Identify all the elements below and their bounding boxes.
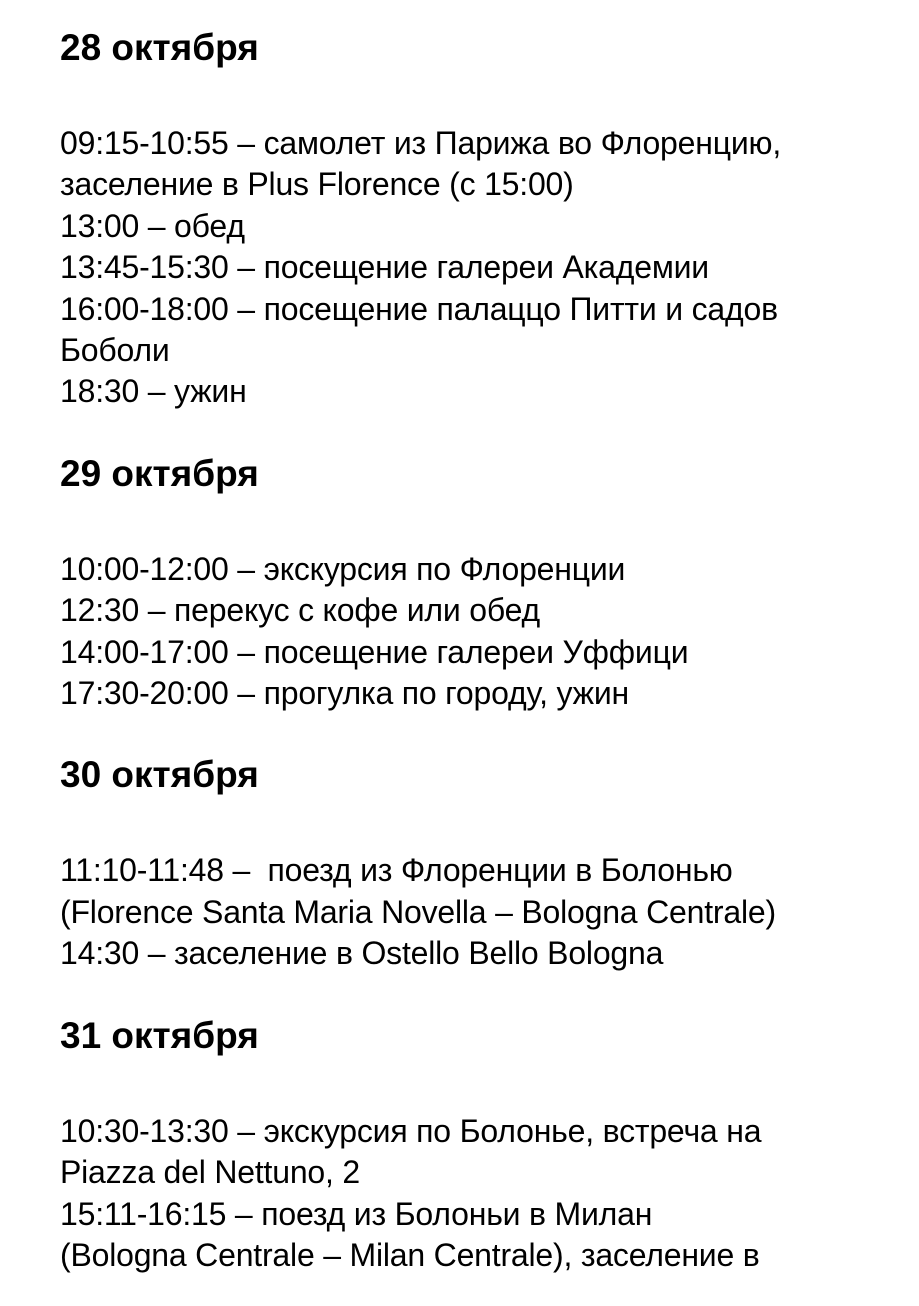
schedule-line: 10:30-13:30 – экскурсия по Болонье, встреча на <box>60 1112 762 1149</box>
day-schedule <box>60 123 869 413</box>
day-section-30-october <box>60 753 869 974</box>
schedule-line: 14:30 – заселение в Ostello Bello Bologna <box>60 935 664 972</box>
schedule-line: 15:11-16:15 – поезд из Болоньи в Милан <box>60 1195 653 1232</box>
day-heading: 29 октября <box>60 452 259 494</box>
schedule-line: 12:30 – перекус с кофе или обед <box>60 592 540 629</box>
day-heading: 30 октября <box>60 754 259 796</box>
schedule-line: 09:15-10:55 – самолет из Парижа во Флоренцию, <box>60 125 782 161</box>
day-heading: 31 октября <box>60 1014 259 1056</box>
schedule-line: заселение в Plus Florence (с 15:00) <box>60 166 574 203</box>
day-schedule <box>60 549 869 715</box>
schedule-line: 13:00 – обед <box>60 207 245 244</box>
schedule-line: 14:00-17:00 – посещение галереи Уффици <box>60 633 689 670</box>
schedule-line: 13:45-15:30 – посещение галереи Академии <box>60 249 709 286</box>
day-schedule <box>60 1111 869 1277</box>
day-section-31-october <box>60 1014 869 1277</box>
schedule-line: (Bologna Centrale – Milan Centrale), заселение в <box>60 1236 760 1273</box>
day-section-29-october <box>60 452 869 715</box>
itinerary-document <box>0 26 919 1276</box>
day-heading: 28 октября <box>60 27 259 68</box>
day-schedule <box>60 850 869 974</box>
day-section-28-october <box>60 26 869 413</box>
schedule-line: 10:00-12:00 – экскурсия по Флоренции <box>60 550 626 587</box>
schedule-line: 11:10-11:48 – поезд из Флоренции в Болонью <box>60 852 733 889</box>
schedule-line: 18:30 – ужин <box>60 373 247 410</box>
schedule-line: Боболи <box>60 332 170 369</box>
schedule-line: (Florence Santa Maria Novella – Bologna Centrale) <box>60 893 776 930</box>
schedule-line: Piazza del Nettuno, 2 <box>60 1154 360 1191</box>
schedule-line: 16:00-18:00 – посещение палаццо Питти и садов <box>60 290 778 327</box>
schedule-line: 17:30-20:00 – прогулка по городу, ужин <box>60 675 629 712</box>
